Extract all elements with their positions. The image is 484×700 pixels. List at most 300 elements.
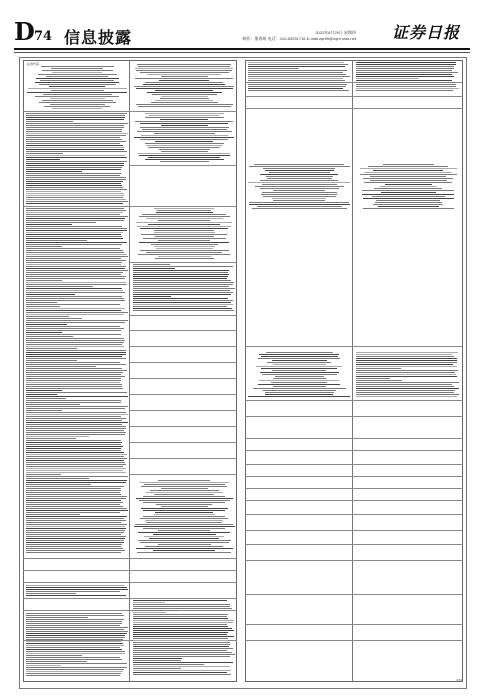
section-letter: D (14, 17, 35, 46)
text-line (26, 127, 124, 128)
text-line (133, 284, 233, 285)
text-line (26, 370, 127, 371)
text-line (26, 643, 123, 644)
text-line (154, 208, 214, 209)
text-line (152, 94, 217, 95)
text-line (26, 238, 123, 239)
text-line (26, 434, 125, 435)
text-line (26, 420, 122, 421)
row-separator (130, 378, 237, 379)
row-separator (245, 640, 463, 641)
text-line (137, 226, 231, 227)
text-line (26, 508, 127, 509)
text-line (26, 663, 127, 664)
text-line (253, 388, 346, 389)
page-footer-marker: D74 (456, 678, 462, 682)
row-separator (23, 558, 237, 559)
text-line (356, 88, 459, 89)
text-line (356, 358, 457, 359)
text-line (26, 591, 120, 592)
text-line (148, 147, 220, 148)
text-line (26, 129, 122, 130)
text-line (133, 282, 234, 283)
text-line (26, 374, 121, 375)
text-line (135, 78, 233, 79)
text-line (26, 216, 128, 217)
text-line (362, 190, 454, 191)
left-notice-tag: 证券代码 (27, 62, 40, 66)
text-line (133, 270, 229, 271)
text-line (26, 550, 125, 551)
text-line (26, 304, 120, 305)
text-line (26, 372, 123, 373)
text-line (26, 376, 125, 377)
text-line (26, 512, 120, 513)
text-line (254, 164, 344, 165)
text-line (26, 412, 126, 413)
text-line (140, 123, 228, 124)
text-line (248, 78, 343, 79)
text-line (133, 294, 231, 295)
row-separator (245, 108, 463, 109)
text-line (363, 208, 454, 209)
text-line (26, 538, 125, 539)
text-line (26, 587, 127, 588)
text-line (26, 615, 124, 616)
text-line (26, 623, 122, 624)
text-line (26, 661, 87, 662)
text-line (26, 197, 123, 198)
text-line (26, 201, 128, 202)
text-line (35, 96, 119, 97)
text-line (26, 230, 127, 231)
text-line (263, 168, 335, 169)
text-line (26, 115, 125, 116)
text-line (133, 666, 230, 667)
text-line (158, 530, 210, 531)
text-line (26, 382, 120, 383)
text-line (157, 210, 211, 211)
text-line (248, 90, 349, 91)
text-line (139, 500, 230, 501)
text-line (26, 647, 120, 648)
text-line (155, 236, 214, 237)
text-line (26, 384, 122, 385)
text-line (26, 145, 123, 146)
text-line (272, 370, 326, 371)
text-block (133, 208, 235, 260)
text-line (26, 159, 60, 160)
text-line (26, 210, 126, 211)
text-line (248, 66, 345, 67)
text-line (272, 360, 327, 361)
text-line (140, 542, 229, 543)
text-line (26, 149, 124, 150)
text-line (133, 640, 228, 641)
text-line (133, 290, 230, 291)
text-line (161, 76, 208, 77)
text-line (260, 372, 339, 373)
text-line (26, 121, 73, 122)
row-separator (130, 394, 237, 395)
text-line (143, 502, 225, 503)
text-line (28, 88, 127, 89)
row-separator (130, 362, 237, 363)
text-line (26, 330, 121, 331)
text-line (26, 310, 121, 311)
text-line (266, 176, 333, 177)
text-line (143, 496, 225, 497)
text-line (26, 151, 127, 152)
text-line (26, 390, 62, 391)
issue-date: 2022年8月25日 星期四 (315, 30, 356, 35)
text-line (26, 212, 123, 213)
text-block (26, 113, 128, 205)
text-block (133, 64, 235, 108)
text-line (356, 76, 454, 77)
text-line (248, 396, 350, 397)
text-line (356, 394, 459, 395)
text-line (26, 262, 122, 263)
text-line (133, 306, 227, 307)
row-separator (245, 450, 463, 451)
text-line (50, 98, 105, 99)
masthead (0, 0, 484, 50)
text-line (26, 522, 121, 523)
text-line (133, 274, 229, 275)
text-line (356, 62, 456, 63)
text-line (26, 258, 121, 259)
text-line (248, 74, 346, 75)
text-line (26, 268, 125, 269)
text-line (26, 123, 128, 124)
text-line (52, 72, 102, 73)
text-line (26, 659, 122, 660)
text-line (26, 338, 124, 339)
text-line (260, 188, 339, 189)
row-separator (130, 426, 237, 427)
text-line (26, 496, 127, 497)
text-line (156, 248, 213, 249)
text-line (26, 306, 60, 307)
text-line (370, 176, 446, 177)
text-line (356, 372, 455, 373)
text-line (153, 550, 215, 551)
row-separator (245, 464, 463, 465)
text-line (356, 384, 452, 385)
row-separator (130, 165, 237, 166)
text-line (356, 390, 455, 391)
row-separator (245, 500, 463, 501)
text-line (26, 424, 122, 425)
text-line (375, 202, 442, 203)
text-line (146, 252, 222, 253)
text-line (133, 300, 233, 301)
text-line (248, 72, 343, 73)
text-line (376, 200, 440, 201)
text-line (134, 526, 235, 527)
text-line (26, 456, 124, 457)
text-block (356, 352, 460, 398)
text-line (161, 151, 208, 152)
text-line (258, 384, 340, 385)
text-line (26, 340, 125, 341)
text-line (26, 135, 126, 136)
text-line (26, 350, 126, 351)
text-line (356, 388, 459, 389)
text-line (263, 196, 336, 197)
text-line (146, 218, 223, 219)
text-line (26, 270, 128, 271)
text-line (140, 139, 228, 140)
text-line (135, 121, 233, 122)
text-line (248, 64, 348, 65)
text-line (248, 86, 346, 87)
text-line (26, 617, 88, 618)
text-line (26, 354, 126, 355)
text-line (133, 266, 233, 267)
text-line (154, 230, 214, 231)
text-line (26, 436, 89, 437)
row-separator (245, 96, 463, 97)
text-block (133, 113, 235, 163)
text-line (26, 625, 120, 626)
text-line (356, 356, 454, 357)
text-line (26, 631, 128, 632)
text-line (26, 276, 126, 277)
text-line (142, 129, 227, 130)
text-line (137, 131, 232, 132)
text-line (154, 133, 215, 134)
text-line (26, 392, 127, 393)
text-line (133, 624, 227, 625)
text-line (26, 332, 62, 333)
text-line (139, 242, 229, 243)
text-line (26, 589, 128, 590)
text-line (356, 74, 452, 75)
text-line (39, 102, 116, 103)
text-line (26, 282, 126, 283)
text-line (26, 585, 124, 586)
text-line (356, 376, 457, 377)
text-line (360, 174, 457, 175)
text-line (133, 660, 181, 661)
text-line (26, 157, 127, 158)
text-line (133, 674, 231, 675)
text-line (26, 254, 127, 255)
text-line (26, 143, 120, 144)
text-line (26, 468, 126, 469)
text-line (135, 524, 233, 525)
text-line (144, 484, 225, 485)
text-line (252, 208, 347, 209)
text-line (154, 514, 215, 515)
text-line (356, 80, 452, 81)
text-line (26, 619, 124, 620)
text-line (158, 256, 211, 257)
text-line (356, 82, 456, 83)
row-separator (23, 570, 237, 571)
text-line (26, 466, 123, 467)
text-line (26, 613, 122, 614)
text-line (26, 675, 120, 676)
text-line (265, 394, 333, 395)
text-line (35, 82, 119, 83)
text-line (26, 199, 126, 200)
text-line (133, 610, 178, 611)
text-line (150, 490, 219, 491)
text-line (26, 645, 124, 646)
text-line (26, 635, 125, 636)
text-line (133, 646, 229, 647)
text-line (26, 266, 126, 267)
text-line (133, 622, 233, 623)
text-line (26, 314, 124, 315)
text-line (145, 546, 223, 547)
text-line (151, 244, 218, 245)
text-line (248, 182, 350, 183)
text-line (26, 240, 87, 241)
text-line (49, 86, 105, 87)
text-line (133, 604, 230, 605)
text-line (26, 639, 123, 640)
row-separator (245, 530, 463, 531)
text-line (26, 500, 121, 501)
text-line (26, 139, 122, 140)
text-line (26, 498, 126, 499)
text-line (26, 667, 127, 668)
text-line (261, 194, 337, 195)
left-notice-divider (129, 60, 130, 682)
text-line (145, 520, 223, 521)
text-line (159, 80, 209, 81)
text-line (160, 98, 209, 99)
text-line (249, 202, 349, 203)
text-line (26, 179, 126, 180)
text-line (143, 528, 225, 529)
text-line (26, 655, 82, 656)
text-line (26, 671, 123, 672)
text-line (26, 320, 128, 321)
text-line (158, 480, 210, 481)
text-line (136, 104, 233, 105)
text-line (26, 450, 121, 451)
text-block (356, 164, 460, 210)
text-line (26, 228, 127, 229)
text-line (262, 374, 337, 375)
text-line (356, 64, 456, 65)
text-line (26, 368, 122, 369)
text-line (141, 508, 228, 509)
text-line (26, 165, 124, 166)
text-line (26, 189, 127, 190)
text-line (26, 242, 127, 243)
text-block (133, 264, 235, 312)
text-line (26, 458, 127, 459)
text-line (26, 669, 124, 670)
text-line (26, 252, 124, 253)
text-line (26, 520, 126, 521)
masthead-rule (14, 48, 470, 50)
text-line (26, 494, 121, 495)
text-line (356, 380, 402, 381)
text-line (26, 536, 126, 537)
text-line (26, 133, 128, 134)
text-line (141, 234, 227, 235)
text-line (364, 172, 452, 173)
text-line (26, 326, 120, 327)
text-line (26, 246, 62, 247)
row-separator (130, 458, 237, 459)
text-line (155, 90, 213, 91)
text-line (26, 153, 63, 154)
text-line (161, 125, 208, 126)
text-line (26, 651, 125, 652)
text-line (136, 548, 233, 549)
text-line (356, 84, 456, 85)
newspaper-logo: 证券日报 (392, 23, 461, 42)
text-line (136, 70, 232, 71)
text-line (26, 183, 121, 184)
text-line (26, 510, 128, 511)
row-separator (23, 111, 237, 112)
text-line (26, 173, 121, 174)
text-line (26, 406, 128, 407)
text-line (26, 422, 128, 423)
text-line (26, 414, 128, 415)
text-line (356, 352, 458, 353)
text-line (133, 308, 232, 309)
text-line (271, 382, 327, 383)
text-line (26, 462, 125, 463)
text-block (26, 613, 128, 677)
text-line (26, 492, 120, 493)
text-line (44, 106, 110, 107)
text-line (26, 484, 91, 485)
text-line (26, 226, 122, 227)
text-line (143, 510, 225, 511)
text-line (26, 408, 125, 409)
text-line (158, 220, 210, 221)
text-line (26, 416, 121, 417)
row-separator (245, 560, 463, 561)
text-line (248, 82, 343, 83)
text-line (273, 200, 325, 201)
text-line (260, 180, 338, 181)
text-line (148, 224, 220, 225)
text-line (138, 153, 230, 154)
text-line (26, 482, 126, 483)
row-separator (130, 474, 237, 475)
text-line (133, 602, 165, 603)
text-line (26, 256, 128, 257)
text-line (26, 595, 126, 596)
text-block (248, 62, 350, 92)
text-line (26, 474, 61, 475)
row-separator (130, 346, 237, 347)
text-line (374, 188, 442, 189)
text-line (140, 228, 228, 229)
text-line (133, 288, 235, 289)
text-line (26, 446, 123, 447)
text-line (267, 362, 331, 363)
text-line (26, 629, 124, 630)
text-line (248, 62, 344, 63)
text-line (26, 208, 124, 209)
row-separator (245, 514, 463, 515)
text-line (133, 662, 233, 663)
text-line (133, 628, 232, 629)
